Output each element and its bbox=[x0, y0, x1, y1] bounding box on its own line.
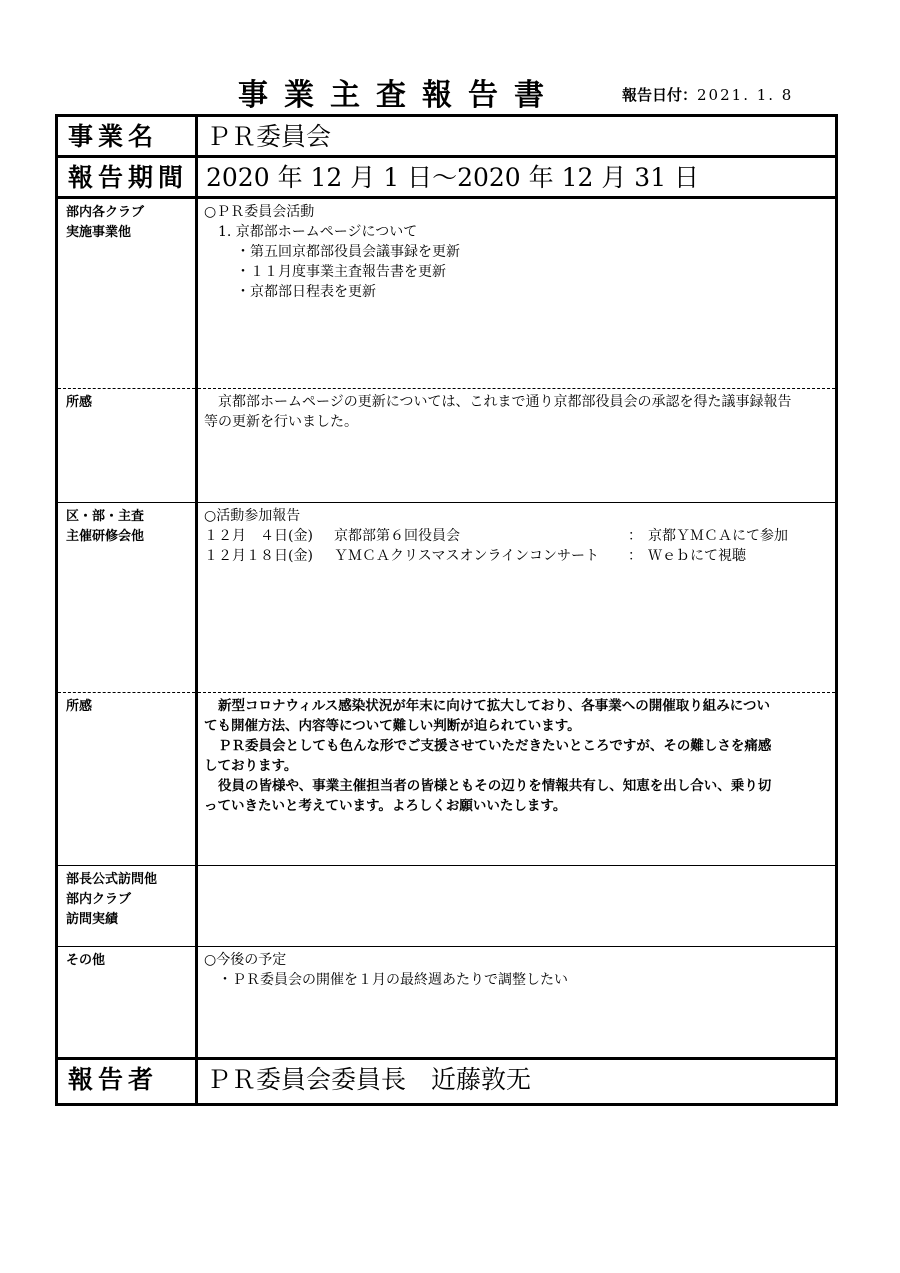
other-row bbox=[57, 947, 837, 1059]
impression2-row bbox=[57, 693, 837, 866]
internal-bullet: ・１１月度事業主査報告書を更新 bbox=[236, 264, 446, 280]
internal-bullet: ・京都部日程表を更新 bbox=[236, 284, 376, 300]
internal-row bbox=[57, 198, 837, 389]
other-heading: ○今後の予定 bbox=[204, 952, 287, 968]
internal-label-line1: 部内各クラブ bbox=[66, 205, 145, 220]
event-place: 京都ＹＭＣＡにて参加 bbox=[648, 528, 788, 544]
events-heading: ○活動参加報告 bbox=[204, 508, 301, 524]
period-row bbox=[57, 157, 837, 198]
impression2-line: ても開催方法、内容等について難しい判断が迫られています。 bbox=[204, 718, 581, 734]
document-title: 事業主査報告書 bbox=[238, 78, 560, 113]
internal-label-line2: 実施事業他 bbox=[66, 225, 132, 240]
event-date: １２月 ４日(金) bbox=[204, 528, 313, 544]
events-content bbox=[197, 503, 837, 693]
impression1-content bbox=[197, 389, 837, 503]
impression2-content bbox=[197, 693, 837, 866]
event-place: Ｗｅｂにて視聴 bbox=[648, 548, 746, 564]
internal-content bbox=[197, 198, 837, 389]
visits-row bbox=[57, 866, 837, 947]
events-label-line1: 区・部・主査 bbox=[66, 509, 145, 524]
other-content bbox=[197, 947, 837, 1059]
reporter-value: ＰＲ委員会委員長 近藤敦无 bbox=[197, 1059, 837, 1105]
event-entry bbox=[204, 526, 829, 546]
reporter-row bbox=[57, 1059, 837, 1105]
project-value: ＰＲ委員会 bbox=[197, 116, 837, 157]
impression2-line: 役員の皆様や、事業主催担当者の皆様ともその辺りを情報共有し、知恵を出し合い、乗り切 bbox=[218, 778, 772, 794]
visits-label bbox=[57, 866, 197, 947]
visits-label-line3: 訪問実績 bbox=[66, 912, 119, 927]
impression1-line: 京都部ホームページの更新については、これまで通り京都部役員会の承認を得た議事録報告 bbox=[218, 394, 792, 410]
event-name: ＹＭＣＡクリスマスオンラインコンサート bbox=[334, 548, 600, 564]
impression1-line: 等の更新を行いました。 bbox=[204, 414, 358, 430]
internal-item: 1. 京都部ホームページについて bbox=[218, 224, 418, 240]
event-colon: ： bbox=[628, 528, 642, 544]
project-label: 事業名 bbox=[57, 116, 197, 157]
event-name: 京都部第６回役員会 bbox=[334, 528, 460, 544]
events-row bbox=[57, 503, 837, 693]
reporter-label: 報告者 bbox=[57, 1059, 197, 1105]
report-table bbox=[55, 114, 838, 1106]
internal-label bbox=[57, 198, 197, 389]
events-label-line2: 主催研修会他 bbox=[66, 529, 145, 544]
impression2-line: 新型コロナウィルス感染状況が年末に向けて拡大しており、各事業への開催取り組みについ bbox=[218, 698, 771, 714]
events-label bbox=[57, 503, 197, 693]
impression2-line: しております。 bbox=[204, 758, 298, 774]
visits-label-line1: 部長公式訪問他 bbox=[66, 872, 158, 887]
project-row bbox=[57, 116, 837, 157]
other-label: その他 bbox=[57, 947, 197, 1059]
event-entry bbox=[204, 546, 829, 566]
impression1-label: 所感 bbox=[57, 389, 197, 503]
internal-heading: ○ＰＲ委員会活動 bbox=[204, 204, 315, 220]
impression2-label: 所感 bbox=[57, 693, 197, 866]
report-date-value: 2021. 1. 8 bbox=[697, 86, 794, 104]
other-bullet: ・ＰＲ委員会の開催を１月の最終週あたりで調整したい bbox=[218, 972, 568, 988]
period-value: 2020 年 12 月 1 日～2020 年 12 月 31 日 bbox=[197, 157, 837, 198]
visits-label-line2: 部内クラブ bbox=[66, 892, 132, 907]
report-date-label: 報告日付： bbox=[622, 86, 698, 104]
impression2-line: ＰＲ委員会としても色んな形でご支援させていただきたいところですが、その難しさを痛感 bbox=[218, 738, 772, 754]
event-date: １２月１８日(金) bbox=[204, 548, 313, 564]
impression2-line: っていきたいと考えています。よろしくお願いいたします。 bbox=[204, 798, 567, 814]
report-date bbox=[622, 84, 793, 105]
visits-content bbox=[197, 866, 837, 947]
impression1-row bbox=[57, 389, 837, 503]
event-colon: ： bbox=[628, 548, 642, 564]
internal-bullet: ・第五回京都部役員会議事録を更新 bbox=[236, 244, 460, 260]
period-label: 報告期間 bbox=[57, 157, 197, 198]
